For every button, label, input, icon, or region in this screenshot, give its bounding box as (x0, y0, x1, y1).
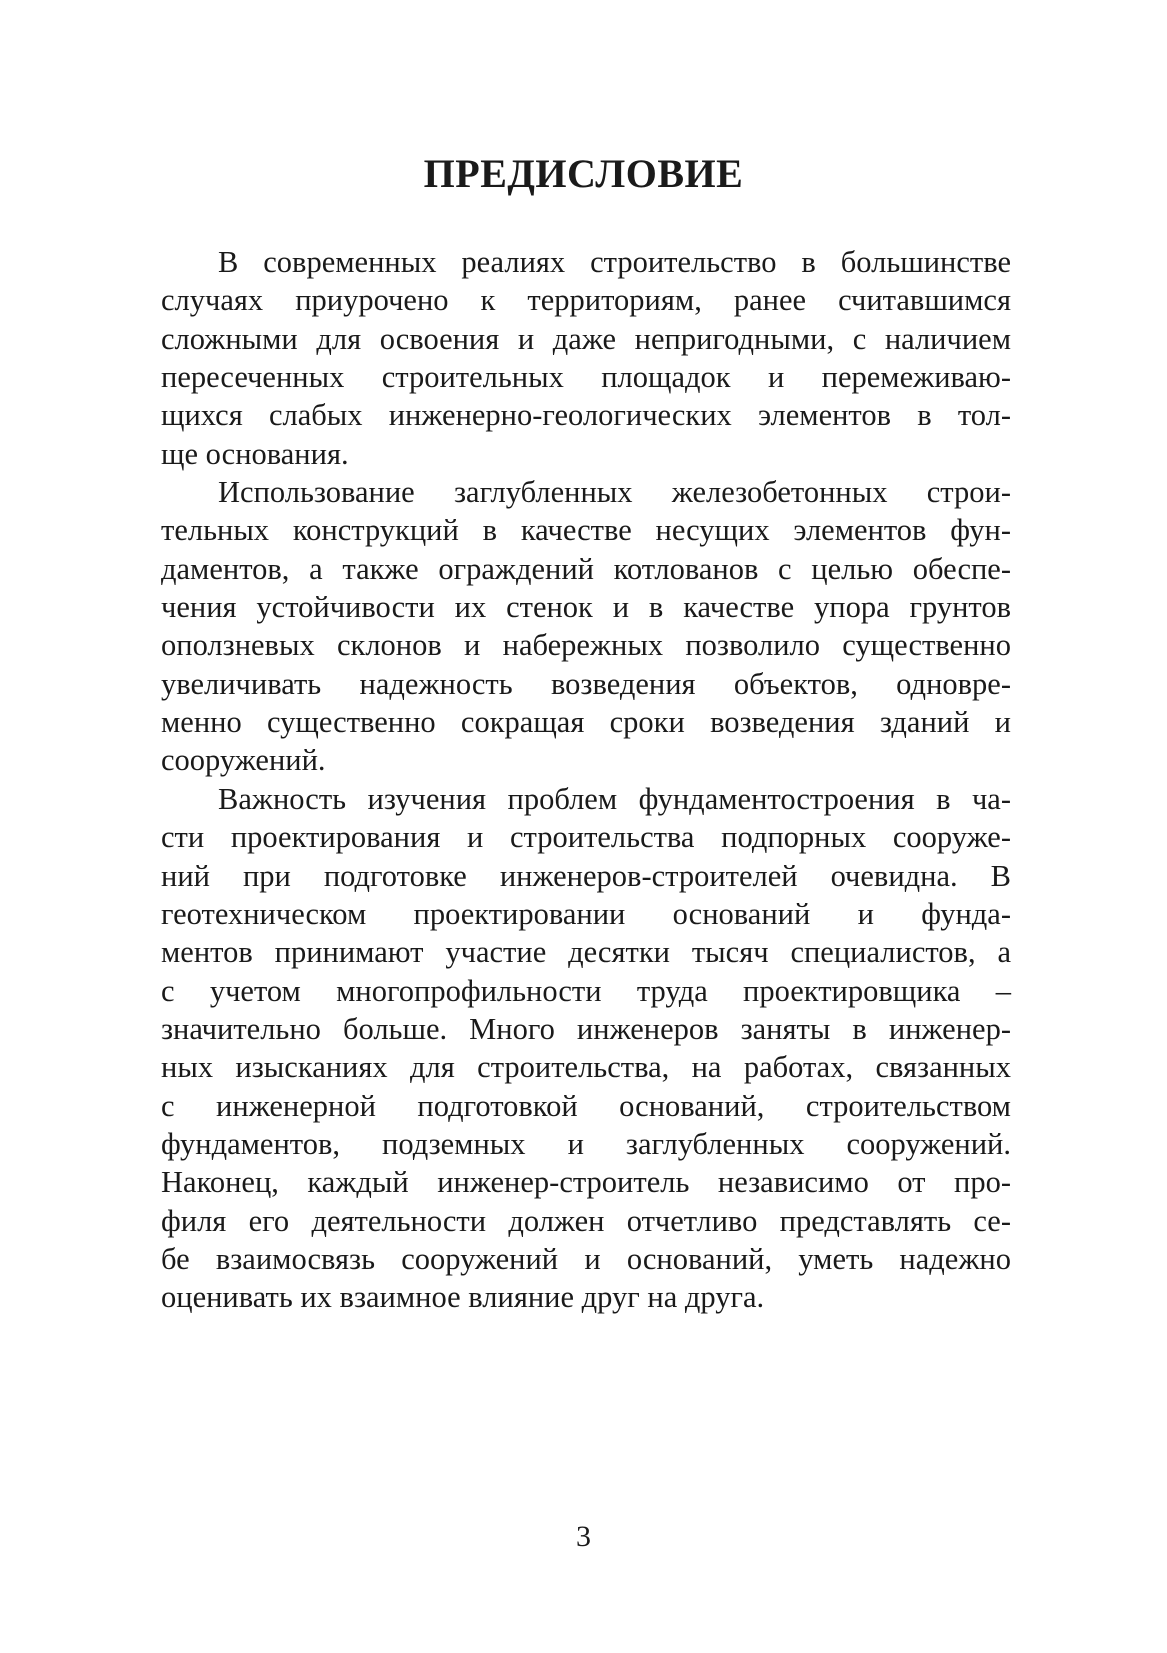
text-line: сооружений. (161, 743, 326, 778)
page-title: ПРЕДИСЛОВИЕ (423, 151, 744, 196)
text-line: с учетом многопрофильности труда проектировщика – (161, 973, 1011, 1008)
paragraph-1 (161, 243, 1011, 473)
text-line: значительно больше. Много инженеров заняты в инженер- (161, 1011, 1011, 1046)
text-line: Использование заглубленных железобетонных строи- (218, 475, 1011, 510)
text-line: ментов принимают участие десятки тысяч специалистов, а (161, 935, 1011, 970)
text-line: филя его деятельности должен отчетливо представлять се- (161, 1203, 1011, 1238)
text-line: сти проектирования и строительства подпорных сооруже- (161, 820, 1011, 855)
text-line: ще основания. (161, 436, 349, 471)
text-line: даментов, а также ограждений котлованов с целью обеспе- (161, 551, 1011, 586)
text-line: геотехническом проектировании оснований и фунда- (161, 896, 1011, 931)
text-line: фундаментов, подземных и заглубленных сооружений. (161, 1126, 1011, 1161)
text-line: менно существенно сокращая сроки возведения зданий и (161, 705, 1011, 740)
paragraph-2 (161, 473, 1011, 780)
text-line: с инженерной подготовкой оснований, строительством (161, 1088, 1011, 1123)
body-text (161, 243, 1011, 1317)
text-line: В современных реалиях строительство в большинстве (218, 245, 1011, 279)
text-line: ний при подготовке инженеров-строителей очевидна. В (161, 858, 1011, 893)
text-line: щихся слабых инженерно-геологических элементов в тол- (161, 398, 1011, 433)
page-number: 3 (576, 1520, 591, 1553)
text-line: случаях приурочено к территориям, ранее считавшимся (161, 283, 1011, 318)
text-line: тельных конструкций в качестве несущих элементов фун- (161, 513, 1011, 548)
text-line: Наконец, каждый инженер-строитель независимо от про- (161, 1165, 1011, 1200)
text-line: Важность изучения проблем фундаментостроения в ча- (218, 781, 1011, 816)
paragraph-3 (161, 780, 1011, 1317)
text-line: бе взаимосвязь сооружений и оснований, уметь надежно (161, 1241, 1011, 1276)
text-line: увеличивать надежность возведения объектов, одновре- (161, 666, 1011, 701)
text-line: чения устойчивости их стенок и в качестве упора грунтов (161, 590, 1011, 625)
text-line: ных изысканиях для строительства, на работах, связанных (161, 1050, 1011, 1085)
text-line: сложными для освоения и даже непригодными, с наличием (161, 321, 1011, 356)
text-line: оползневых склонов и набережных позволило существенно (161, 628, 1011, 663)
text-line: оценивать их взаимное влияние друг на друга. (161, 1280, 765, 1315)
text-line: пересеченных строительных площадок и перемеживаю- (161, 360, 1011, 395)
